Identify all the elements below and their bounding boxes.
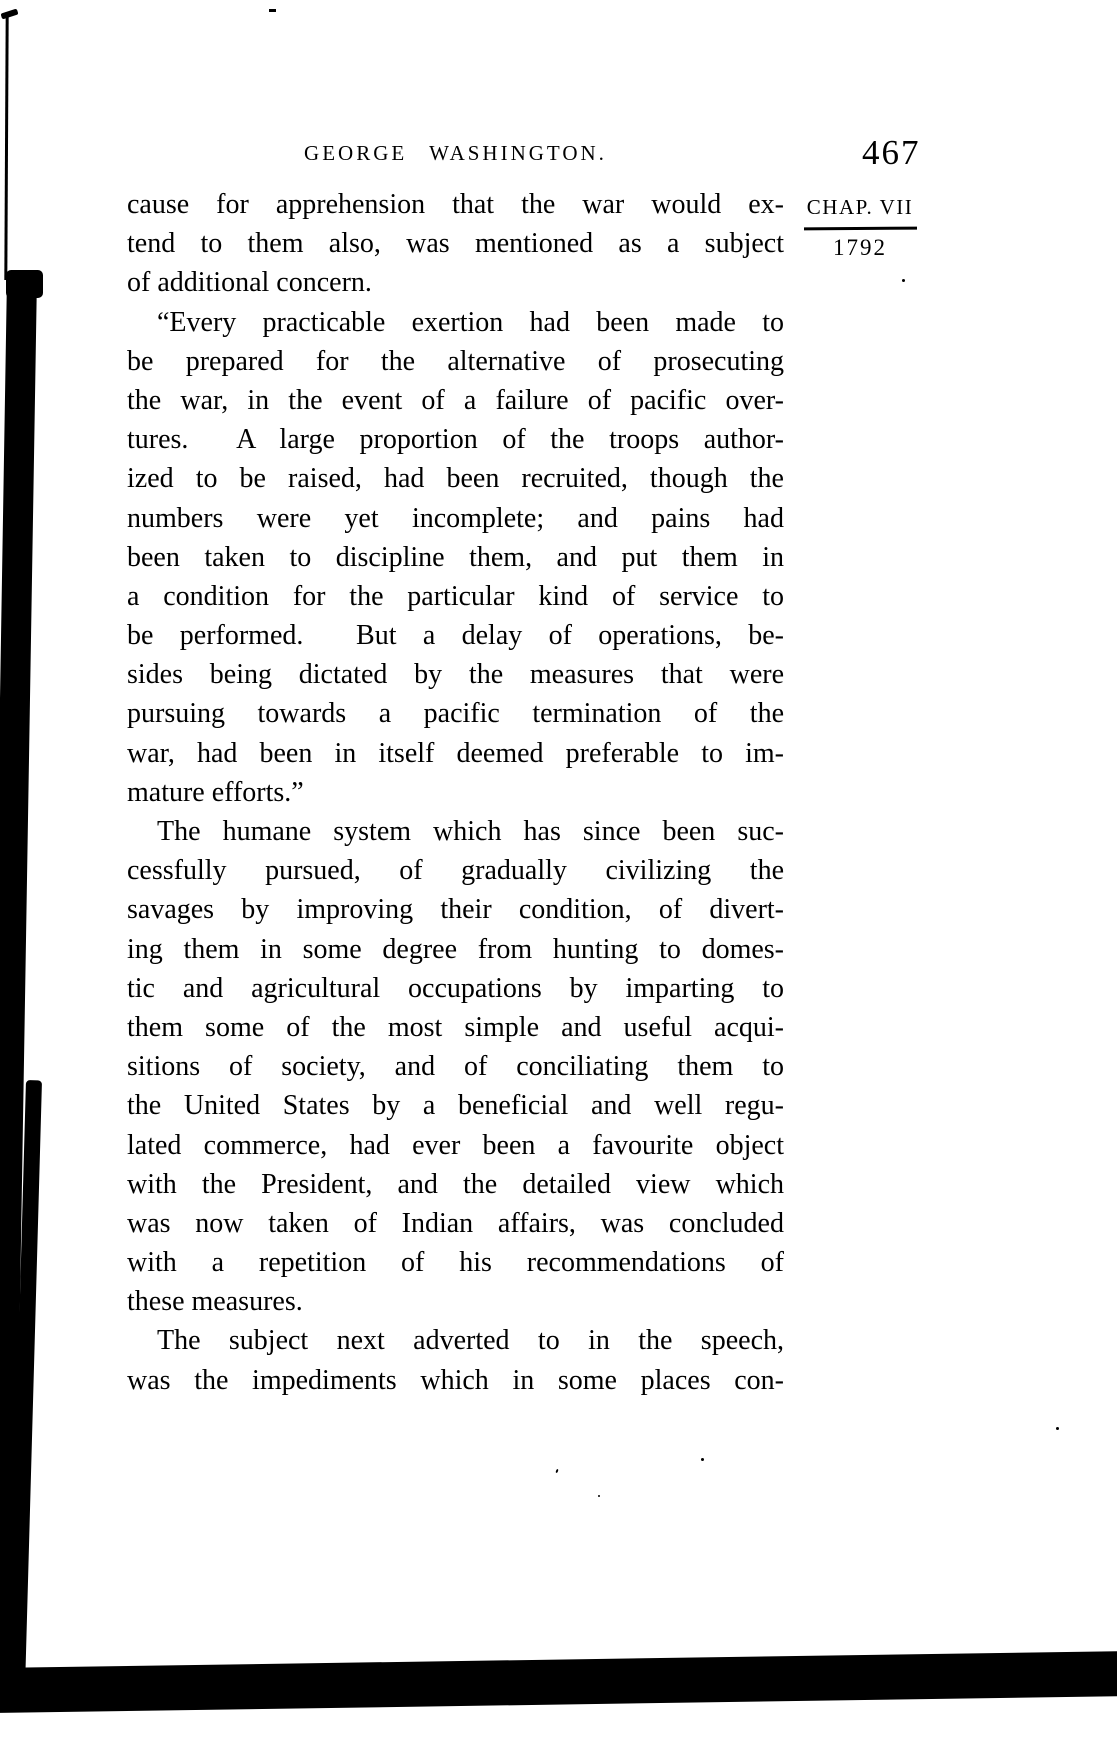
margin-rule (803, 227, 916, 231)
margin-chapter-label: CHAP. VII (806, 195, 914, 219)
text-line: them some of the most simple and useful acqui- (127, 1011, 784, 1043)
text-line: sides being dictated by the measures that were (127, 659, 784, 691)
text-line: sitions of society, and of conciliating them to (127, 1051, 784, 1083)
scan-artifact-speck (598, 1495, 600, 1497)
text-line: was the impediments which in some places con- (127, 1364, 784, 1396)
scan-artifact-speck (269, 9, 276, 12)
scan-artifact-bottom-bar (0, 1651, 1117, 1713)
text-line: tic and agricultural occupations by imparting to (127, 972, 784, 1004)
text-line: be performed. But a delay of operations, be- (127, 620, 784, 652)
text-line: cause for apprehension that the war would ex- (127, 189, 784, 220)
text-line: with the President, and the detailed view which (127, 1168, 784, 1200)
text-line: mature efforts.” (127, 776, 304, 808)
text-line: was now taken of Indian affairs, was concluded (127, 1207, 784, 1239)
text-line: tures. A large proportion of the troops author- (127, 424, 784, 456)
text-line: tend to them also, was mentioned as a subject (127, 228, 784, 260)
text-line: war, had been in itself deemed preferable to im- (127, 737, 784, 769)
text-line: pursuing towards a pacific termination of the (127, 698, 784, 730)
scan-artifact-speck (701, 1458, 704, 1461)
scan-artifact-speck (902, 279, 905, 282)
text-line: the war, in the event of a failure of pacific over- (127, 384, 784, 416)
text-line: numbers were yet incomplete; and pains had (127, 502, 784, 534)
body-text (127, 185, 784, 1400)
text-line: “Every practicable exertion had been made to (157, 306, 784, 338)
text-line: ing them in some degree from hunting to domes- (127, 933, 784, 965)
text-line: ized to be raised, had been recruited, though the (127, 463, 784, 495)
text-line: of additional concern. (127, 267, 372, 299)
scan-artifact-left-thin-line (4, 14, 8, 280)
page-header-title: GEORGE WASHINGTON. (304, 141, 607, 165)
text-line: been taken to discipline them, and put them in (127, 541, 784, 573)
text-line: with a repetition of his recommendations of (127, 1247, 784, 1279)
scan-artifact-corner-tick (0, 9, 18, 20)
text-line: cessfully pursued, of gradually civilizing the (127, 855, 784, 887)
scan-artifact-speck (11, 967, 18, 970)
text-line: the United States by a beneficial and well regu- (127, 1090, 784, 1122)
margin-year: 1792 (833, 235, 887, 260)
scan-artifact-speck (1056, 1427, 1059, 1430)
margin-note (802, 195, 918, 261)
text-line: The humane system which has since been suc- (157, 816, 784, 847)
text-line: a condition for the particular kind of service to (127, 580, 784, 612)
text-line: savages by improving their condition, of divert- (127, 894, 784, 926)
scan-artifact-speck (555, 1469, 558, 1473)
page-number: 467 (862, 133, 921, 172)
text-line: lated commerce, had ever been a favourite object (127, 1129, 784, 1161)
text-line: The subject next adverted to in the speech, (157, 1325, 784, 1357)
text-line: these measures. (127, 1286, 303, 1318)
text-line: be prepared for the alternative of prosecuting (127, 345, 784, 377)
